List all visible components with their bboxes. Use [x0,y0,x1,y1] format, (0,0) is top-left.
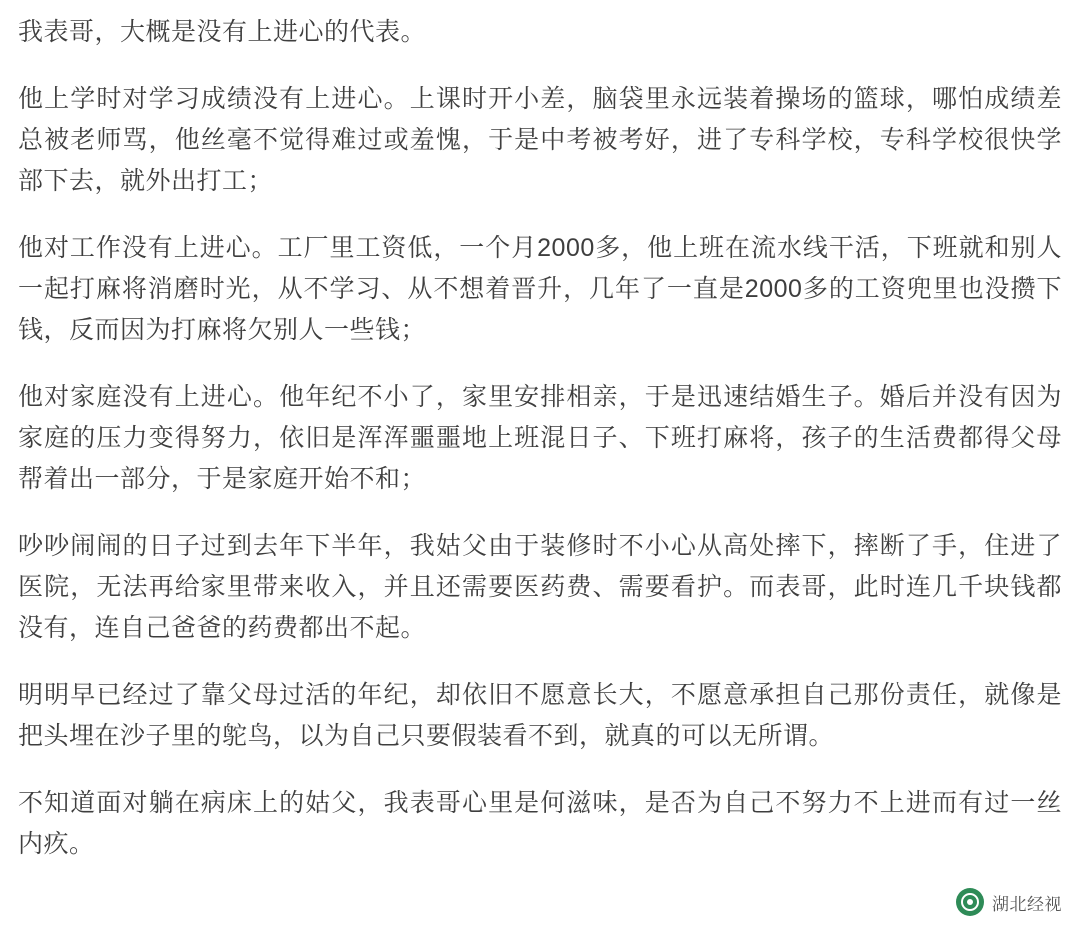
paragraph: 明明早已经过了靠父母过活的年纪，却依旧不愿意长大，不愿意承担自己那份责任，就像是把头埋在沙子里的鸵鸟，以为自己只要假装看不到，就真的可以无所谓。 [18,681,1062,750]
paragraph: 他上学时对学习成绩没有上进心。上课时开小差，脑袋里永远装着操场的篮球，哪怕成绩差总被老师骂，他丝毫不觉得难过或羞愧，于是中考被考好，进了专科学校，专科学校很快学部下去，就外出打工； [18,85,1062,195]
account-name: 湖北经视 [992,894,1062,914]
account-badge[interactable] [956,888,1062,916]
paragraph: 他对工作没有上进心。工厂里工资低，一个月2000多，他上班在流水线干活，下班就和别人一起打麻将消磨时光，从不学习、从不想着晋升，几年了一直是2000多的工资兜里也没攒下钱，反而因为打麻将欠别人一些钱； [18,234,1062,344]
paragraph: 我表哥，大概是没有上进心的代表。 [18,18,427,46]
paragraph: 吵吵闹闹的日子过到去年下半年，我姑父由于装修时不小心从高处摔下，摔断了手，住进了医院，无法再给家里带来收入，并且还需要医药费、需要看护。而表哥，此时连几千块钱都没有，连自己爸爸的药费都出不起。 [18,532,1062,642]
paragraph: 他对家庭没有上进心。他年纪不小了，家里安排相亲，于是迅速结婚生子。婚后并没有因为家庭的压力变得努力，依旧是浑浑噩噩地上班混日子、下班打麻将，孩子的生活费都得父母帮着出一部分，于是家庭开始不和； [18,383,1062,493]
round-broadcast-logo-icon [956,888,984,916]
paragraph: 不知道面对躺在病床上的姑父，我表哥心里是何滋味，是否为自己不努力不上进而有过一丝内疚。 [18,789,1062,858]
